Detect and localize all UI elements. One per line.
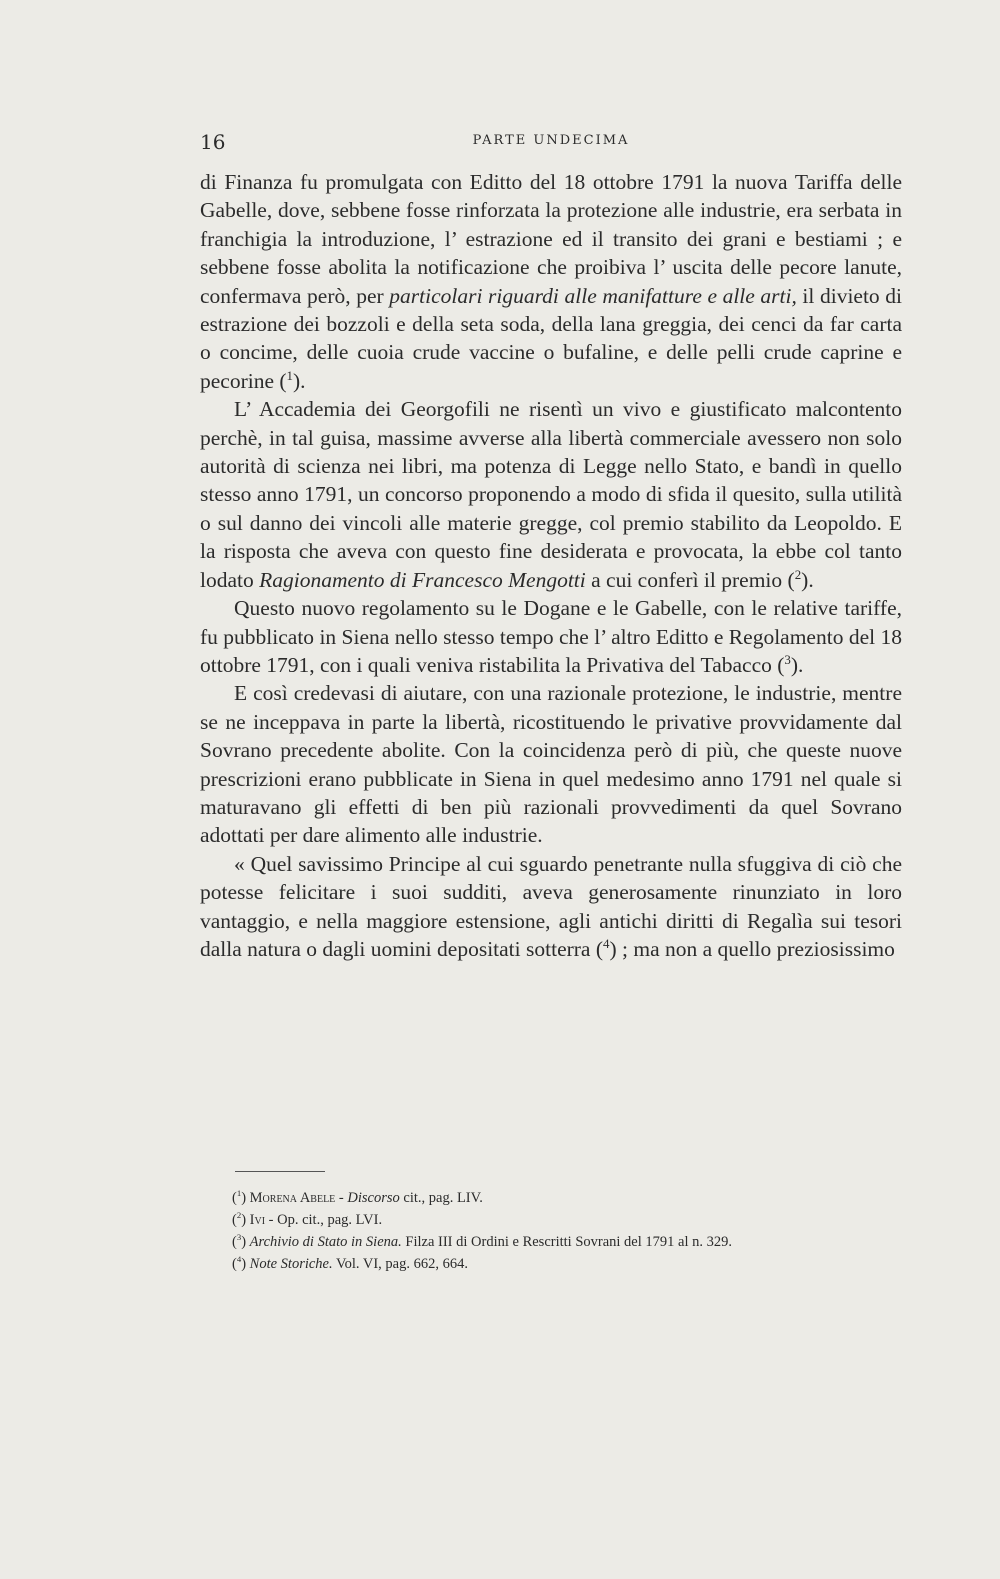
text-run: il divieto di estrazione dei bozzoli e della seta soda, della lana greggia, dei cenci da far carta o concime, delle cuoia crude vaccine o bufaline, e delle pelli crude caprine e pecorine (: [200, 283, 902, 393]
italic-phrase: particolari riguardi alle manifatture e alle arti,: [389, 283, 797, 308]
text-run: E così credevasi di aiutare, con una razionale protezione, le industrie, mentre se ne inceppava in parte la libertà, ricostituendo le privative provvidamente dal Sovrano precedente abolite. Con la coincidenza però di più, che queste nuove prescrizioni erano pubblicate in Siena in quel medesimo anno 1791 nel quale si maturavano gli effetti di ben più razionali provvedimenti da quel Sovrano adottati per dare alimento alle industrie.: [200, 681, 902, 848]
paragraph-1: [200, 168, 902, 395]
text-run: « Quel savissimo Principe al cui sguardo penetrante nulla sfuggiva di ciò che potesse felicitare i suoi sudditi, aveva generosamente rinunziato in loro vantaggio, e nella maggiore estensione, agli antichi diritti di Regalìa sui tesori dalla natura o dagli uomini depositati sotterra (: [200, 851, 902, 961]
footnote-ref-1: 1: [286, 368, 293, 383]
footnote-text: Vol. VI, pag. 662, 664.: [332, 1256, 468, 1272]
running-title: PARTE UNDECIMA: [472, 133, 630, 148]
footnote-ref-2: 2: [794, 567, 802, 582]
text-run: ).: [801, 567, 814, 592]
main-text: [200, 168, 902, 963]
paragraph-2: [200, 395, 902, 594]
text-run: Questo nuovo regolamento su le Dogane e le Gabelle, con le relative tariffe, fu pubblicato in Siena nello stesso tempo che l’ altro Editto e Regolamento del 18 ottobre 1791, con i quali veniva ristabilita la Privativa del Tabacco (: [200, 596, 902, 677]
footnote-author: Ivi: [249, 1212, 266, 1228]
footnote-text: Filza III di Ordini e Rescritti Sovrani del 1791 al n. 329.: [401, 1234, 732, 1250]
text-run: ) ; ma non a quello preziosissimo: [609, 936, 895, 961]
footnote-separator: -: [335, 1190, 348, 1206]
text-run: a cui conferì il premio (: [585, 567, 795, 592]
footnote-work-title: Discorso: [347, 1190, 400, 1206]
footnote-source: Archivio di Stato in Siena.: [249, 1234, 402, 1250]
text-run: ).: [293, 368, 306, 393]
footnote-ref-3: 3: [784, 652, 791, 667]
footnote-marker: 1: [236, 1188, 242, 1199]
footnote-2: ($^2$) Ivi - Op. cit., pag. LVI.: [232, 1210, 383, 1228]
text-run: ).: [790, 652, 804, 677]
text-run: di Finanza fu promulgata con Editto del 18 ottobre 1791 la nuova Tariffa delle Gabelle, dove, sebbene fosse rinforzata la protezione alle industrie, era serbata in franchigia la introduzione, l’ estrazione ed il transito dei grani e bestiami ; e sebbene fosse abolita la notificazione che proibiva l’ uscita delle pecore lanute, confermava però, per: [200, 170, 902, 308]
footnote-text: cit., pag. LIV.: [399, 1190, 483, 1206]
paragraph-5: [200, 850, 902, 964]
page-header: [200, 130, 902, 154]
text-run: L’ Accademia dei Georgofili ne risentì un vivo e giustificato malcontento perchè, in tal guisa, massime avverse alla libertà commerciale avessero non solo autorità di scienza nei libri, ma potenza di Legge nello Stato, e bandì in quello stesso anno 1791, un concorso proponendo a modo di sfida il quesito, sulla utilità o sul danno dei vincoli alle materie gregge, col premio stabilito da Leopoldo. E la risposta che aveva con questo fine desiderata e provocata, la ebbe col tanto lodato: [200, 397, 902, 592]
footnotes: [200, 1187, 902, 1275]
footnote-source: Note Storiche.: [249, 1256, 333, 1272]
footnote-4: ($^4$) Note Storiche. Vol. VI, pag. 662, 664.: [232, 1254, 468, 1272]
footnote-1: ($^1$) Morena Abele - Discorso cit., pag. LIV.: [232, 1188, 483, 1206]
footnote-author: Morena Abele: [249, 1190, 336, 1206]
footnote-text: - Op. cit., pag. LVI.: [265, 1212, 383, 1228]
italic-title: Ragionamento di Francesco Mengotti: [259, 567, 586, 592]
footnote-marker: 3: [236, 1232, 242, 1243]
footnote-3: ($^3$) Archivio di Stato in Siena. Filza III di Ordini e Rescritti Sovrani del 1791 al n. 329.: [232, 1232, 732, 1250]
paragraph-3: [200, 594, 902, 679]
page-number: 16: [200, 130, 226, 154]
paragraph-4: [200, 679, 902, 849]
footnote-ref-4: 4: [603, 936, 610, 951]
footnote-divider: [235, 1171, 325, 1172]
footnote-marker: 2: [236, 1210, 242, 1221]
footnote-marker: 4: [236, 1254, 242, 1265]
